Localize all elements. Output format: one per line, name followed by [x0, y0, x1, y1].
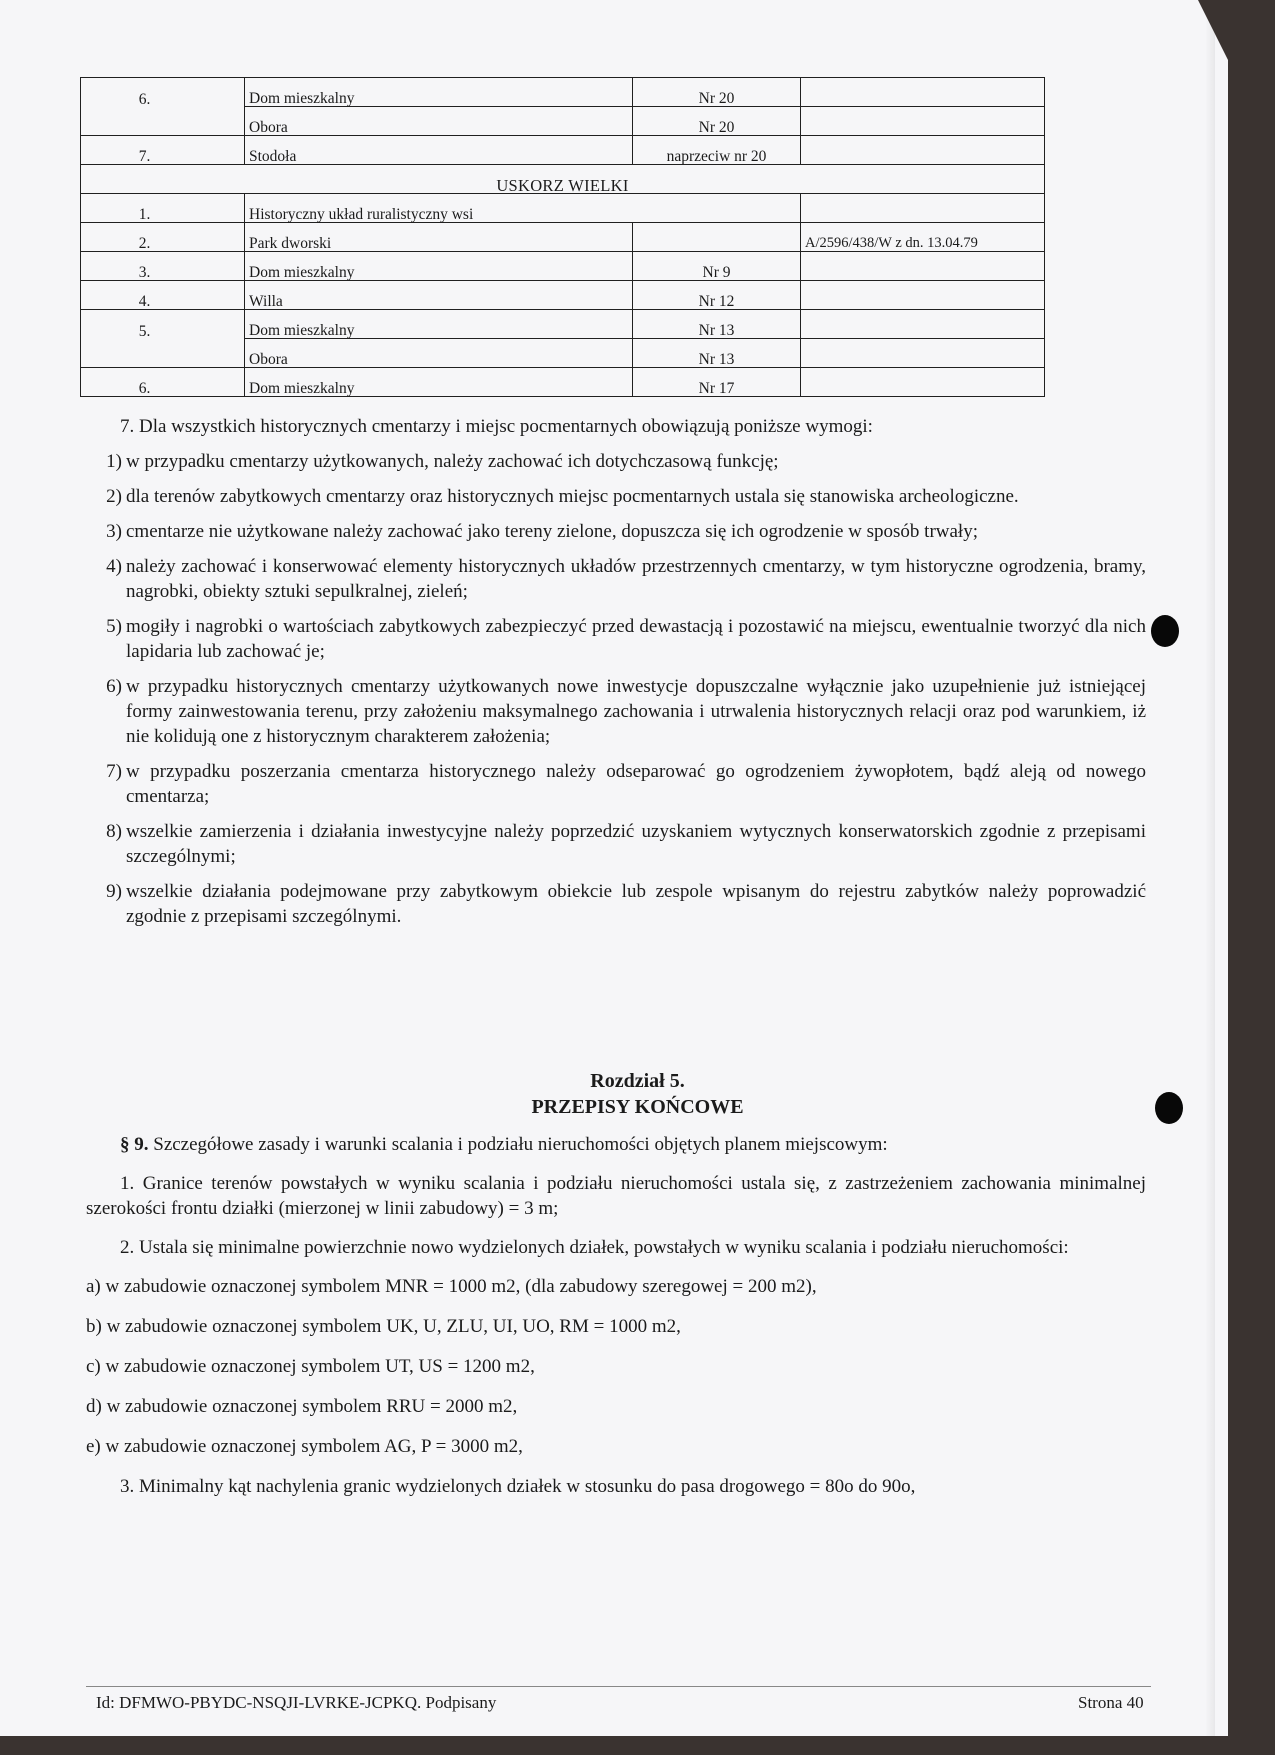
register-entry — [801, 194, 1045, 223]
list-item — [86, 519, 1146, 544]
object-name: Dom mieszkalny — [245, 78, 633, 107]
table-row — [81, 310, 1045, 339]
paragraph-lead-text: Szczegółowe zasady i warunki scalania i podziału nieruchomości objętych planem miejscowym: — [153, 1134, 888, 1155]
table-row — [81, 368, 1045, 397]
item-number: 2) — [106, 486, 122, 507]
item-text: mogiły i nagrobki o wartościach zabytkowych zabezpieczyć przed dewastacją i pozostawić na miejscu, ewentualnie tworzyć dla nich lapidaria lub zachować je; — [126, 616, 1146, 662]
row-number — [81, 339, 245, 368]
table-row — [81, 339, 1045, 368]
table-row — [81, 194, 1045, 223]
item-text: cmentarze nie użytkowane należy zachować jako tereny zielone, dopuszcza się ich ogrodzenie w sposób trwały; — [126, 521, 978, 542]
locality-header: USKORZ WIELKI — [81, 165, 1045, 194]
item-number: 5) — [106, 616, 122, 637]
list-item — [86, 614, 1146, 664]
register-entry — [801, 368, 1045, 397]
address-number: Nr 13 — [633, 339, 801, 368]
symbol-rule-b: b) w zabudowie oznaczonej symbolem UK, U, ZLU, UI, UO, RM = 1000 m2, — [86, 1316, 681, 1337]
row-number: 2. — [81, 223, 245, 252]
register-entry — [801, 252, 1045, 281]
object-name: Historyczny układ ruralistyczny wsi — [245, 194, 633, 223]
paragraph-point-1: 1. Granice terenów powstałych w wyniku scalania i podziału nieruchomości ustala się, z zastrzeżeniem zachowania minimalnej szerokości frontu działki (mierzonej w linii zabudowy) = 3 m; — [86, 1173, 1146, 1219]
item-text: należy zachować i konserwować elementy historycznych układów przestrzennych cmentarzy, w tym historyczne ogrodzenia, bramy, nagrobki, obiekty sztuki sepulkralnej, zieleń; — [126, 556, 1146, 602]
register-entry — [801, 136, 1045, 165]
item-text: wszelkie zamierzenia i działania inwestycyjne należy poprzedzić uzyskaniem wytycznych konserwatorskich zgodnie z przepisami szczególnymi; — [126, 821, 1146, 867]
address-number — [633, 194, 801, 223]
chapter-number: Rozdział 5. — [590, 1070, 685, 1092]
list-item — [86, 449, 1146, 474]
address-number: Nr 9 — [633, 252, 801, 281]
symbol-rule-e: e) w zabudowie oznaczonej symbolem AG, P = 3000 m2, — [86, 1436, 523, 1457]
object-name: Dom mieszkalny — [245, 310, 633, 339]
object-name: Dom mieszkalny — [245, 368, 633, 397]
section-intro: 7. Dla wszystkich historycznych cmentarzy i miejsc pocmentarnych obowiązują poniższe wymogi: — [120, 416, 873, 437]
list-item — [86, 759, 1146, 809]
document-id: Id: DFMWO-PBYDC-NSQJI-LVRKE-JCPKQ. Podpisany — [96, 1693, 497, 1712]
address-number: Nr 12 — [633, 281, 801, 310]
object-name: Willa — [245, 281, 633, 310]
symbol-rule-d: d) w zabudowie oznaczonej symbolem RRU = 2000 m2, — [86, 1396, 518, 1417]
footer-divider — [86, 1686, 1151, 1687]
paragraph-lead — [86, 1132, 1146, 1157]
row-number: 7. — [81, 136, 245, 165]
row-number — [81, 107, 245, 136]
register-entry — [801, 107, 1045, 136]
register-entry — [801, 339, 1045, 368]
chapter-title: PRZEPISY KOŃCOWE — [531, 1096, 744, 1118]
item-number: 8) — [106, 821, 122, 842]
object-name: Obora — [245, 107, 633, 136]
address-number: Nr 20 — [633, 78, 801, 107]
item-number: 9) — [106, 881, 122, 902]
table-row — [81, 136, 1045, 165]
list-item — [86, 819, 1146, 869]
row-number: 3. — [81, 252, 245, 281]
row-number: 6. — [81, 368, 245, 397]
punch-hole — [1151, 615, 1179, 647]
chapter-heading — [0, 1068, 1275, 1120]
row-number: 5. — [81, 310, 245, 339]
item-number: 4) — [106, 556, 122, 577]
monuments-table — [80, 77, 1045, 397]
item-text: w przypadku cmentarzy użytkowanych, należy zachować ich dotychczasową funkcję; — [126, 451, 779, 472]
table-row — [81, 223, 1045, 252]
row-number: 1. — [81, 194, 245, 223]
address-number: Nr 13 — [633, 310, 801, 339]
list-item — [86, 879, 1146, 929]
paragraph-point-2: 2. Ustala się minimalne powierzchnie nowo wydzielonych działek, powstałych w wyniku scalania i podziału nieruchomości: — [120, 1237, 1069, 1258]
page-number: Strona 40 — [1078, 1693, 1144, 1712]
register-entry — [801, 310, 1045, 339]
row-number: 6. — [81, 78, 245, 107]
item-number: 7) — [106, 761, 122, 782]
object-name: Obora — [245, 339, 633, 368]
address-number: naprzeciw nr 20 — [633, 136, 801, 165]
paragraph-9 — [86, 1132, 1146, 1513]
symbol-rule-c: c) w zabudowie oznaczonej symbolem UT, US = 1200 m2, — [86, 1356, 535, 1377]
item-text: wszelkie działania podejmowane przy zabytkowym obiekcie lub zespole wpisanym do rejestru zabytków należy poprowadzić zgodnie z przepisami szczególnymi. — [126, 881, 1146, 927]
item-text: dla terenów zabytkowych cmentarzy oraz historycznych miejsc pocmentarnych ustala się stanowiska archeologiczne. — [126, 486, 1019, 507]
list-item — [86, 554, 1146, 604]
symbol-rule-a: a) w zabudowie oznaczonej symbolem MNR = 1000 m2, (dla zabudowy szeregowej = 200 m2), — [86, 1276, 817, 1297]
table-section-row — [81, 165, 1045, 194]
cemetery-requirements — [86, 414, 1146, 939]
list-item — [86, 674, 1146, 749]
table-row — [81, 78, 1045, 107]
paragraph-point-3: 3. Minimalny kąt nachylenia granic wydzielonych działek w stosunku do pasa drogowego = 80o do 90o, — [120, 1476, 916, 1497]
object-name: Stodoła — [245, 136, 633, 165]
object-name: Park dworski — [245, 223, 633, 252]
item-number: 3) — [106, 521, 122, 542]
address-number: Nr 17 — [633, 368, 801, 397]
table-row — [81, 281, 1045, 310]
register-entry — [801, 78, 1045, 107]
item-number: 6) — [106, 676, 122, 697]
address-number — [633, 223, 801, 252]
register-entry — [801, 281, 1045, 310]
object-name: Dom mieszkalny — [245, 252, 633, 281]
item-number: 1) — [106, 451, 122, 472]
item-text: w przypadku poszerzania cmentarza historycznego należy odseparować go ogrodzeniem żywopłotem, bądź aleją od nowego cmentarza; — [126, 761, 1146, 807]
list-item — [86, 484, 1146, 509]
register-entry: A/2596/438/W z dn. 13.04.79 — [801, 223, 1045, 252]
page-edge — [1205, 0, 1215, 1736]
paragraph-sign: § 9. — [120, 1134, 149, 1155]
row-number: 4. — [81, 281, 245, 310]
table-row — [81, 252, 1045, 281]
table-row — [81, 107, 1045, 136]
item-text: w przypadku historycznych cmentarzy użytkowanych nowe inwestycje dopuszczalne wyłącznie jako uzupełnienie już istniejącej formy zainwestowania terenu, przy założeniu maksymalnego zachowania i utrwalenia historycznych relacji oraz pod warunkiem, iż nie kolidują one z historycznym charakterem założenia; — [126, 676, 1146, 747]
address-number: Nr 20 — [633, 107, 801, 136]
